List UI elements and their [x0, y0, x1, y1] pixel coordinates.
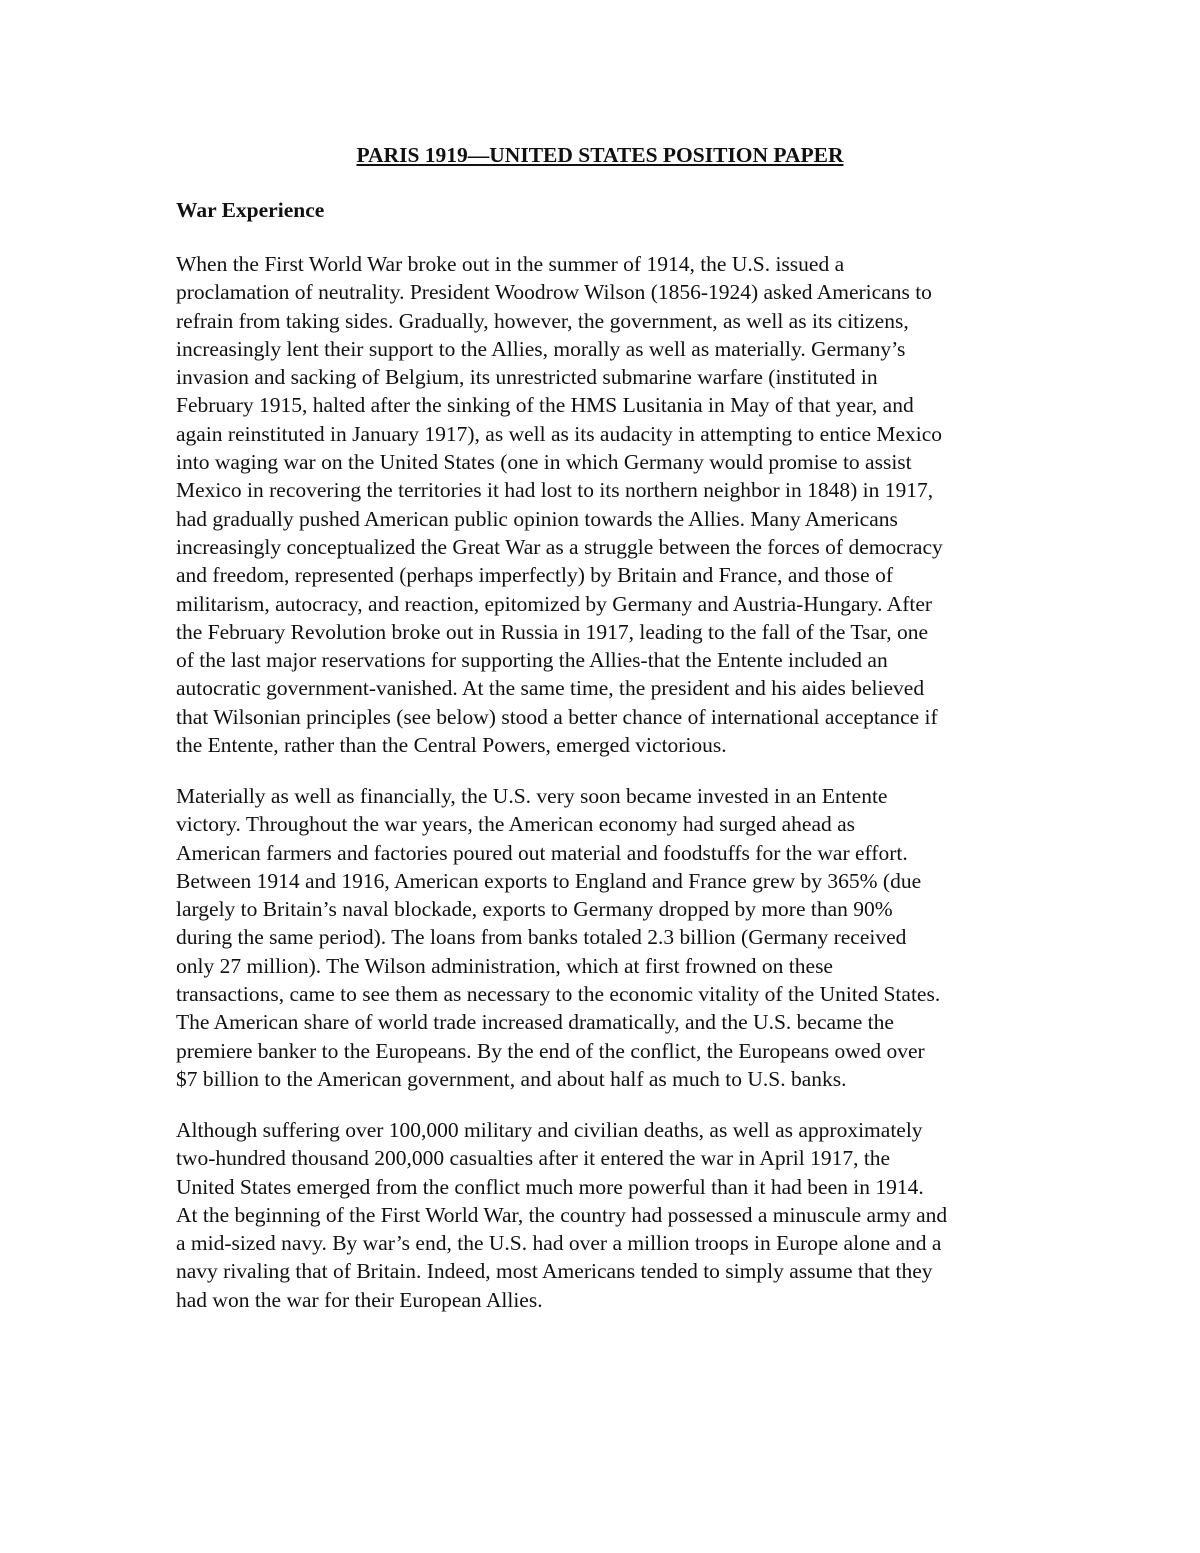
- section-heading: War Experience: [176, 198, 325, 222]
- paragraph-line: largely to Britain’s naval blockade, exports to Germany dropped by more than 90%: [176, 897, 893, 922]
- paragraph-line: navy rivaling that of Britain. Indeed, most Americans tended to simply assume that they: [176, 1259, 933, 1284]
- paragraph-line: The American share of world trade increased dramatically, and the U.S. became the: [176, 1010, 894, 1035]
- paragraph-line: that Wilsonian principles (see below) stood a better chance of international acceptance if: [176, 704, 938, 729]
- paragraph-line: during the same period). The loans from banks totaled 2.3 billion (Germany received: [176, 925, 907, 950]
- paragraph-line: increasingly lent their support to the Allies, morally as well as materially. Germany’s: [176, 336, 906, 361]
- paragraph-line: American farmers and factories poured out material and foodstuffs for the war effort.: [176, 840, 908, 865]
- paragraph-line: When the First World War broke out in the summer of 1914, the U.S. issued a: [176, 252, 845, 276]
- paragraph-line: only 27 million). The Wilson administration, which at first frowned on these: [176, 953, 833, 978]
- paragraph: [176, 1116, 1056, 1314]
- paragraph-line: transactions, came to see them as necessary to the economic vitality of the United States.: [176, 982, 941, 1007]
- paragraph-line: Between 1914 and 1916, American exports to England and France grew by 365% (due: [176, 868, 922, 893]
- paragraph-line: Mexico in recovering the territories it had lost to its northern neighbor in 1848) in 1917,: [176, 478, 934, 503]
- paragraph-line: February 1915, halted after the sinking of the HMS Lusitania in May of that year, and: [176, 393, 914, 418]
- paragraph-line: United States emerged from the conflict much more powerful than it had been in 1914.: [176, 1174, 924, 1199]
- paragraph-line: At the beginning of the First World War, the country had possessed a minuscule army and: [176, 1202, 948, 1227]
- paragraph-line: refrain from taking sides. Gradually, however, the government, as well as its citizens,: [176, 308, 909, 333]
- paragraph-line: had gradually pushed American public opinion towards the Allies. Many Americans: [176, 506, 898, 531]
- paragraph-line: invasion and sacking of Belgium, its unrestricted submarine warfare (instituted in: [176, 365, 878, 390]
- paragraph-line: $7 billion to the American government, and about half as much to U.S. banks.: [176, 1066, 847, 1091]
- page-title: PARIS 1919—UNITED STATES POSITION PAPER: [356, 143, 844, 167]
- paragraph-line: had won the war for their European Allies.: [176, 1287, 543, 1312]
- paragraph: [176, 782, 1056, 1093]
- paragraph-line: victory. Throughout the war years, the American economy had surged ahead as: [176, 812, 856, 837]
- paragraph-line: the February Revolution broke out in Russia in 1917, leading to the fall of the Tsar, one: [176, 619, 928, 644]
- paragraph-line: again reinstituted in January 1917), as well as its audacity in attempting to entice Mexico: [176, 421, 943, 446]
- paragraph-line: Although suffering over 100,000 military and civilian deaths, as well as approximately: [176, 1118, 923, 1142]
- paragraph-line: proclamation of neutrality. President Woodrow Wilson (1856-1924) asked Americans to: [176, 280, 932, 305]
- paragraph-line: of the last major reservations for supporting the Allies-that the Entente included an: [176, 648, 888, 673]
- paragraph-line: militarism, autocracy, and reaction, epitomized by Germany and Austria-Hungary. After: [176, 591, 933, 616]
- paragraph-line: the Entente, rather than the Central Powers, emerged victorious.: [176, 733, 727, 758]
- paragraph-line: increasingly conceptualized the Great War as a struggle between the forces of democracy: [176, 534, 943, 559]
- paragraph-line: premiere banker to the Europeans. By the end of the conflict, the Europeans owed over: [176, 1038, 925, 1063]
- paragraph: [176, 250, 1056, 759]
- paragraph-line: a mid-sized navy. By war’s end, the U.S. had over a million troops in Europe alone and a: [176, 1231, 942, 1256]
- paragraph-line: into waging war on the United States (one in which Germany would promise to assist: [176, 450, 912, 475]
- paragraph-line: and freedom, represented (perhaps imperfectly) by Britain and France, and those of: [176, 563, 893, 588]
- paragraph-line: autocratic government-vanished. At the same time, the president and his aides believed: [176, 676, 925, 701]
- paragraph-line: Materially as well as financially, the U.S. very soon became invested in an Entente: [176, 784, 888, 808]
- paragraph-line: two-hundred thousand 200,000 casualties after it entered the war in April 1917, the: [176, 1146, 891, 1171]
